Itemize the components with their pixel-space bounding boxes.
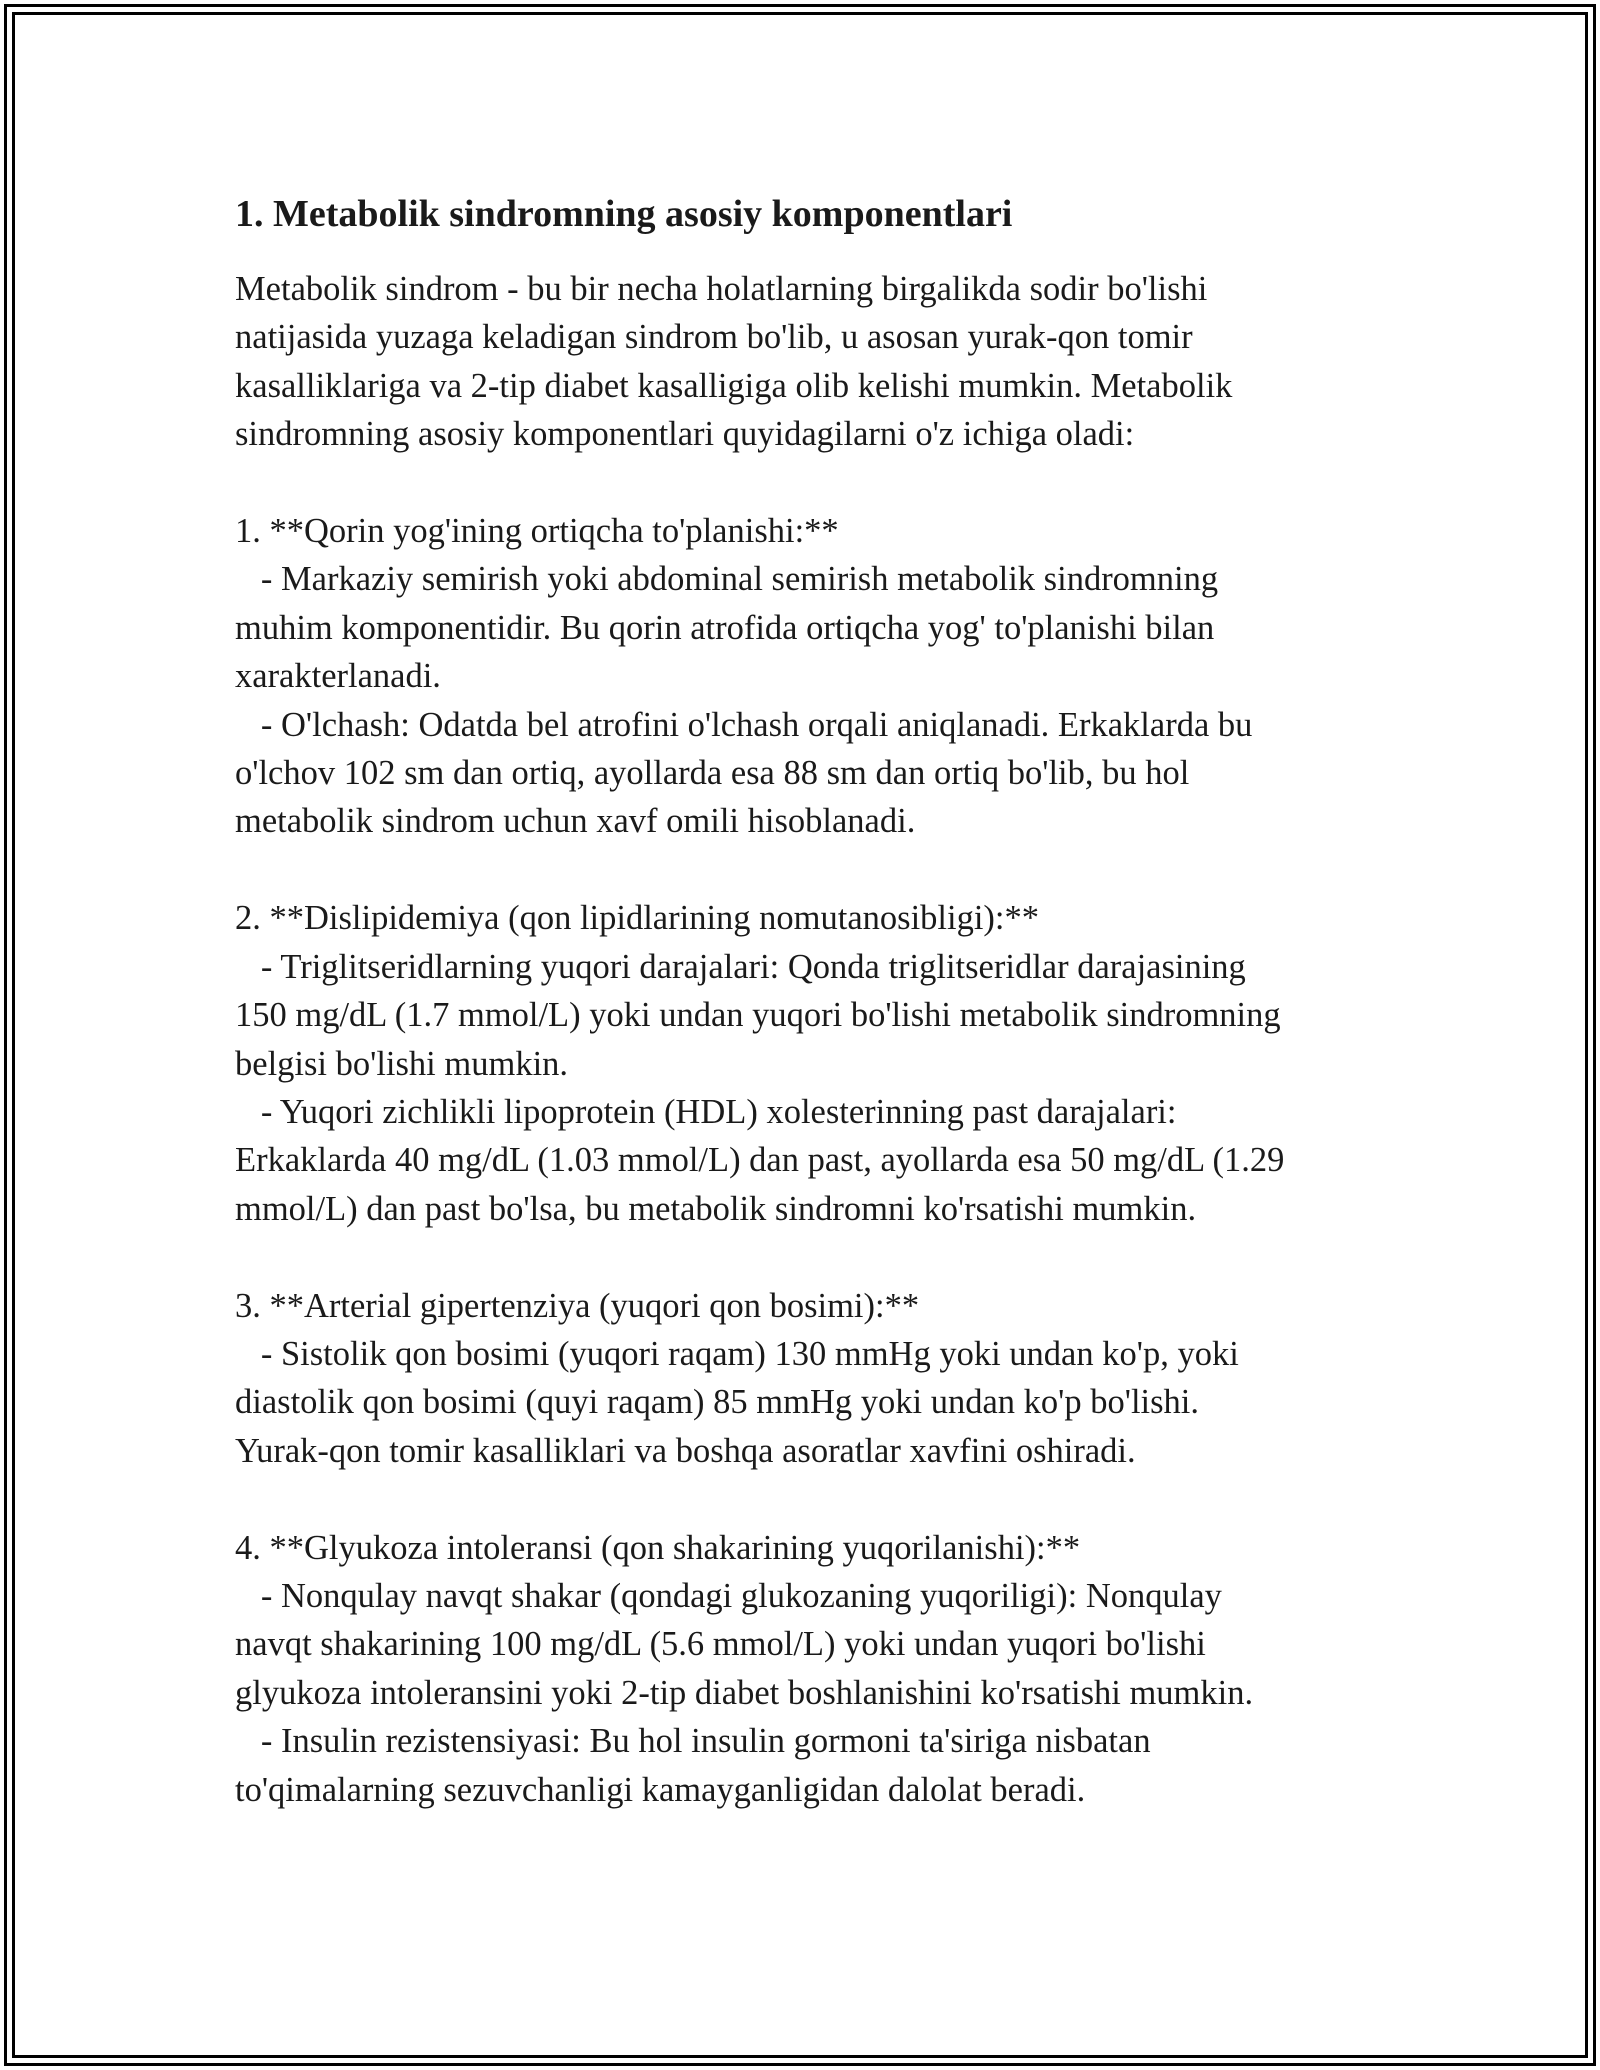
- document-body: Metabolik sindrom - bu bir necha holatlarning birgalikda sodir bo'lishi natijasida yuzaga keladigan sindrom bo'lib, u asosan yurak-qon tomir kasalliklariga va 2-tip diabet kasalligiga olib kelishi mumkin. Metabolik sindromning asosiy komponentlari quyidagilarni o'z ichiga oladi: 1. **Qorin yog'ining ortiqcha to'planishi:** - Markaziy semirish yoki abdominal semirish metabolik sindromning muhim komponentidir. Bu qorin atrofida ortiqcha yog' to'planishi bilan xarakterlanadi. - O'lchash: Odatda bel atrofini o'lchash orqali aniqlanadi. Erkaklarda bu o'lchov 102 sm dan ortiq, ayollarda esa 88 sm dan ortiq bo'lib, bu hol metabolik sindrom uchun xavf omili hisoblanadi. 2. **Dislipidemiya (qon lipidlarining nomutanosibligi):** - Triglitseridlarning yuqori darajalari: Qonda triglitseridlar darajasining 150 mg/dL (1.7 mmol/L) yoki undan yuqori bo'lishi metabolik sindromning belgisi bo'lishi mumkin. - Yuqori zichlikli lipoprotein (HDL) xolesterinning past darajalari: Erkaklarda 40 mg/dL (1.03 mmol/L) dan past, ayollarda esa 50 mg/dL (1.29 mmol/L) dan past bo'lsa, bu metabolik sindromni ko'rsatishi mumkin. 3. **Arterial gipertenziya (yuqori qon bosimi):** - Sistolik qon bosimi (yuqori raqam) 130 mmHg yoki undan ko'p, yoki diastolik qon bosimi (quyi raqam) 85 mmHg yoki undan ko'p bo'lishi. Yurak-qon tomir kasalliklari va boshqa asoratlar xavfini oshiradi. 4. **Glyukoza intoleransi (qon shakarining yuqorilanishi):** - Nonqulay navqt shakar (qondagi glukozaning yuqoriligi): Nonqulay navqt shakarining 100 mg/dL (5.6 mmol/L) yoki undan yuqori bo'lishi glyukoza intoleransini yoki 2-tip diabet boshlanishini ko'rsatishi mumkin. - Insulin rezistensiyasi: Bu hol insulin gormoni ta'siriga nisbatan to'qimalarning sezuvchanligi kamayganligidan dalolat beradi.: [235, 270, 1285, 1809]
- document-content: [235, 185, 1355, 1814]
- document-title: 1. Metabolik sindromning asosiy komponentlari: [235, 193, 1013, 235]
